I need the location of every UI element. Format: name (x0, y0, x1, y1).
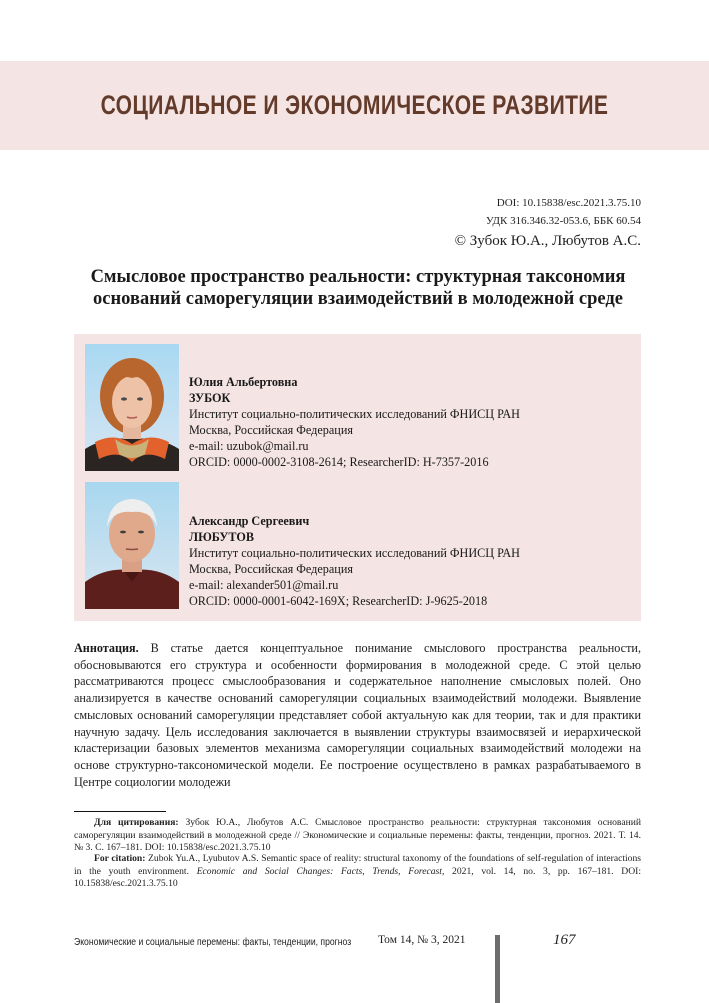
author-first-names: Александр Сергеевич (189, 514, 310, 528)
abstract-label: Аннотация. (74, 641, 139, 655)
author-last-name: ЛЮБУТОВ (189, 530, 254, 544)
author-photo-woman (85, 344, 179, 471)
udk: УДК 316.346.32-053.6, ББК 60.54 (485, 215, 641, 227)
article-title-line: Смысловое пространство реальности: структурная таксономия (90, 267, 626, 287)
citation-en-journal: Economic and Social Changes: Facts, Trends, Forecast, (196, 865, 445, 877)
footer-divider (495, 935, 500, 1003)
author-email[interactable]: e-mail: uzubok@mail.ru (189, 439, 309, 453)
author-affiliation: Институт социально-политических исследований ФНИСЦ РАН (189, 546, 520, 560)
footer-volume: Том 14, № 3, 2021 (378, 934, 466, 946)
doi: DOI: 10.15838/esc.2021.3.75.10 (496, 197, 641, 209)
author-affiliation: Институт социально-политических исследований ФНИСЦ РАН (189, 407, 520, 421)
author-info (189, 513, 520, 609)
author-location: Москва, Российская Федерация (189, 423, 353, 437)
citation-ru (74, 817, 641, 855)
footnote-rule (74, 811, 166, 812)
page-number: 167 (553, 932, 576, 948)
footer-journal-name: Экономические и социальные перемены: факты, тенденции, прогноз (74, 936, 352, 948)
citation-en (74, 853, 641, 891)
authors-box (74, 334, 641, 621)
citation-ru-text: Зубок Ю.А., Любутов А.С. Смысловое пространство реальности: структурная таксономия оснований саморегуляции взаимодействий в молодежной среде // Экономические и социальные перемены: факты, тенденции, прогноз. 2021. Т. 14. № 3. С. 167–181. DOI: 10.15838/esc.2021.3.75.10 (74, 817, 641, 854)
citation-en-text-end: 2021, vol. 14, no. 3, pp. 167–181. DOI: 10.15838/esc.2021.3.75.10 (74, 865, 641, 890)
article-title-line: оснований саморегуляции взаимодействий в молодежной среде (93, 289, 623, 309)
author-location: Москва, Российская Федерация (189, 562, 353, 576)
author-photo (85, 344, 179, 471)
author-photo (85, 482, 179, 609)
abstract (74, 640, 641, 790)
author-last-name: ЗУБОК (189, 391, 231, 405)
copyright: © Зубок Ю.А., Любутов А.С. (454, 233, 641, 249)
abstract-text: В статье дается концептуальное понимание смыслового пространства реальности, обосновываются его структура и особенности формирования в молодежной среде. С этой целью рассматриваются процесс смыслообразования и содержательное наполнение смысловых полей. Оно анализируется в качестве оснований саморегуляции социальных взаимодействий молодежи. Выявление смысловых оснований саморегуляции представляет собой актуальную как для теории, так и для практики научную задачу. Цель исследования заключается в выявлении структуры взаимосвязей и иерархической кластеризации базовых элементов механизма саморегуляции социальных взаимодействий молодежи на основе структурно-таксономической модели. Ее построение осуществлено в рамках разрабатываемого в Центре социологии молодежи (74, 641, 641, 789)
author-ids: ORCID: 0000-0001-6042-169X; ResearcherID: J-9625-2018 (189, 594, 488, 608)
author-ids: ORCID: 0000-0002-3108-2614; ResearcherID: H-7357-2016 (189, 455, 489, 469)
article-meta (455, 194, 641, 251)
citation-ru-label: Для цитирования: (94, 817, 179, 828)
author-photo-man (85, 482, 179, 609)
section-title: СОЦИАЛЬНОЕ И ЭКОНОМИЧЕСКОЕ РАЗВИТИЕ (100, 90, 609, 120)
citation-en-label: For citation: (94, 853, 146, 864)
author-email[interactable]: e-mail: alexander501@mail.ru (189, 578, 339, 592)
section-header-band (0, 61, 709, 150)
author-info (189, 374, 520, 470)
article-title (70, 266, 646, 310)
author-first-names: Юлия Альбертовна (189, 375, 298, 389)
citation-en-text: Zubok Yu.A., Lyubutov A.S. Semantic space of reality: structural taxonomy of the foundations of self-regulation of interactions in the youth environment. (74, 853, 641, 877)
